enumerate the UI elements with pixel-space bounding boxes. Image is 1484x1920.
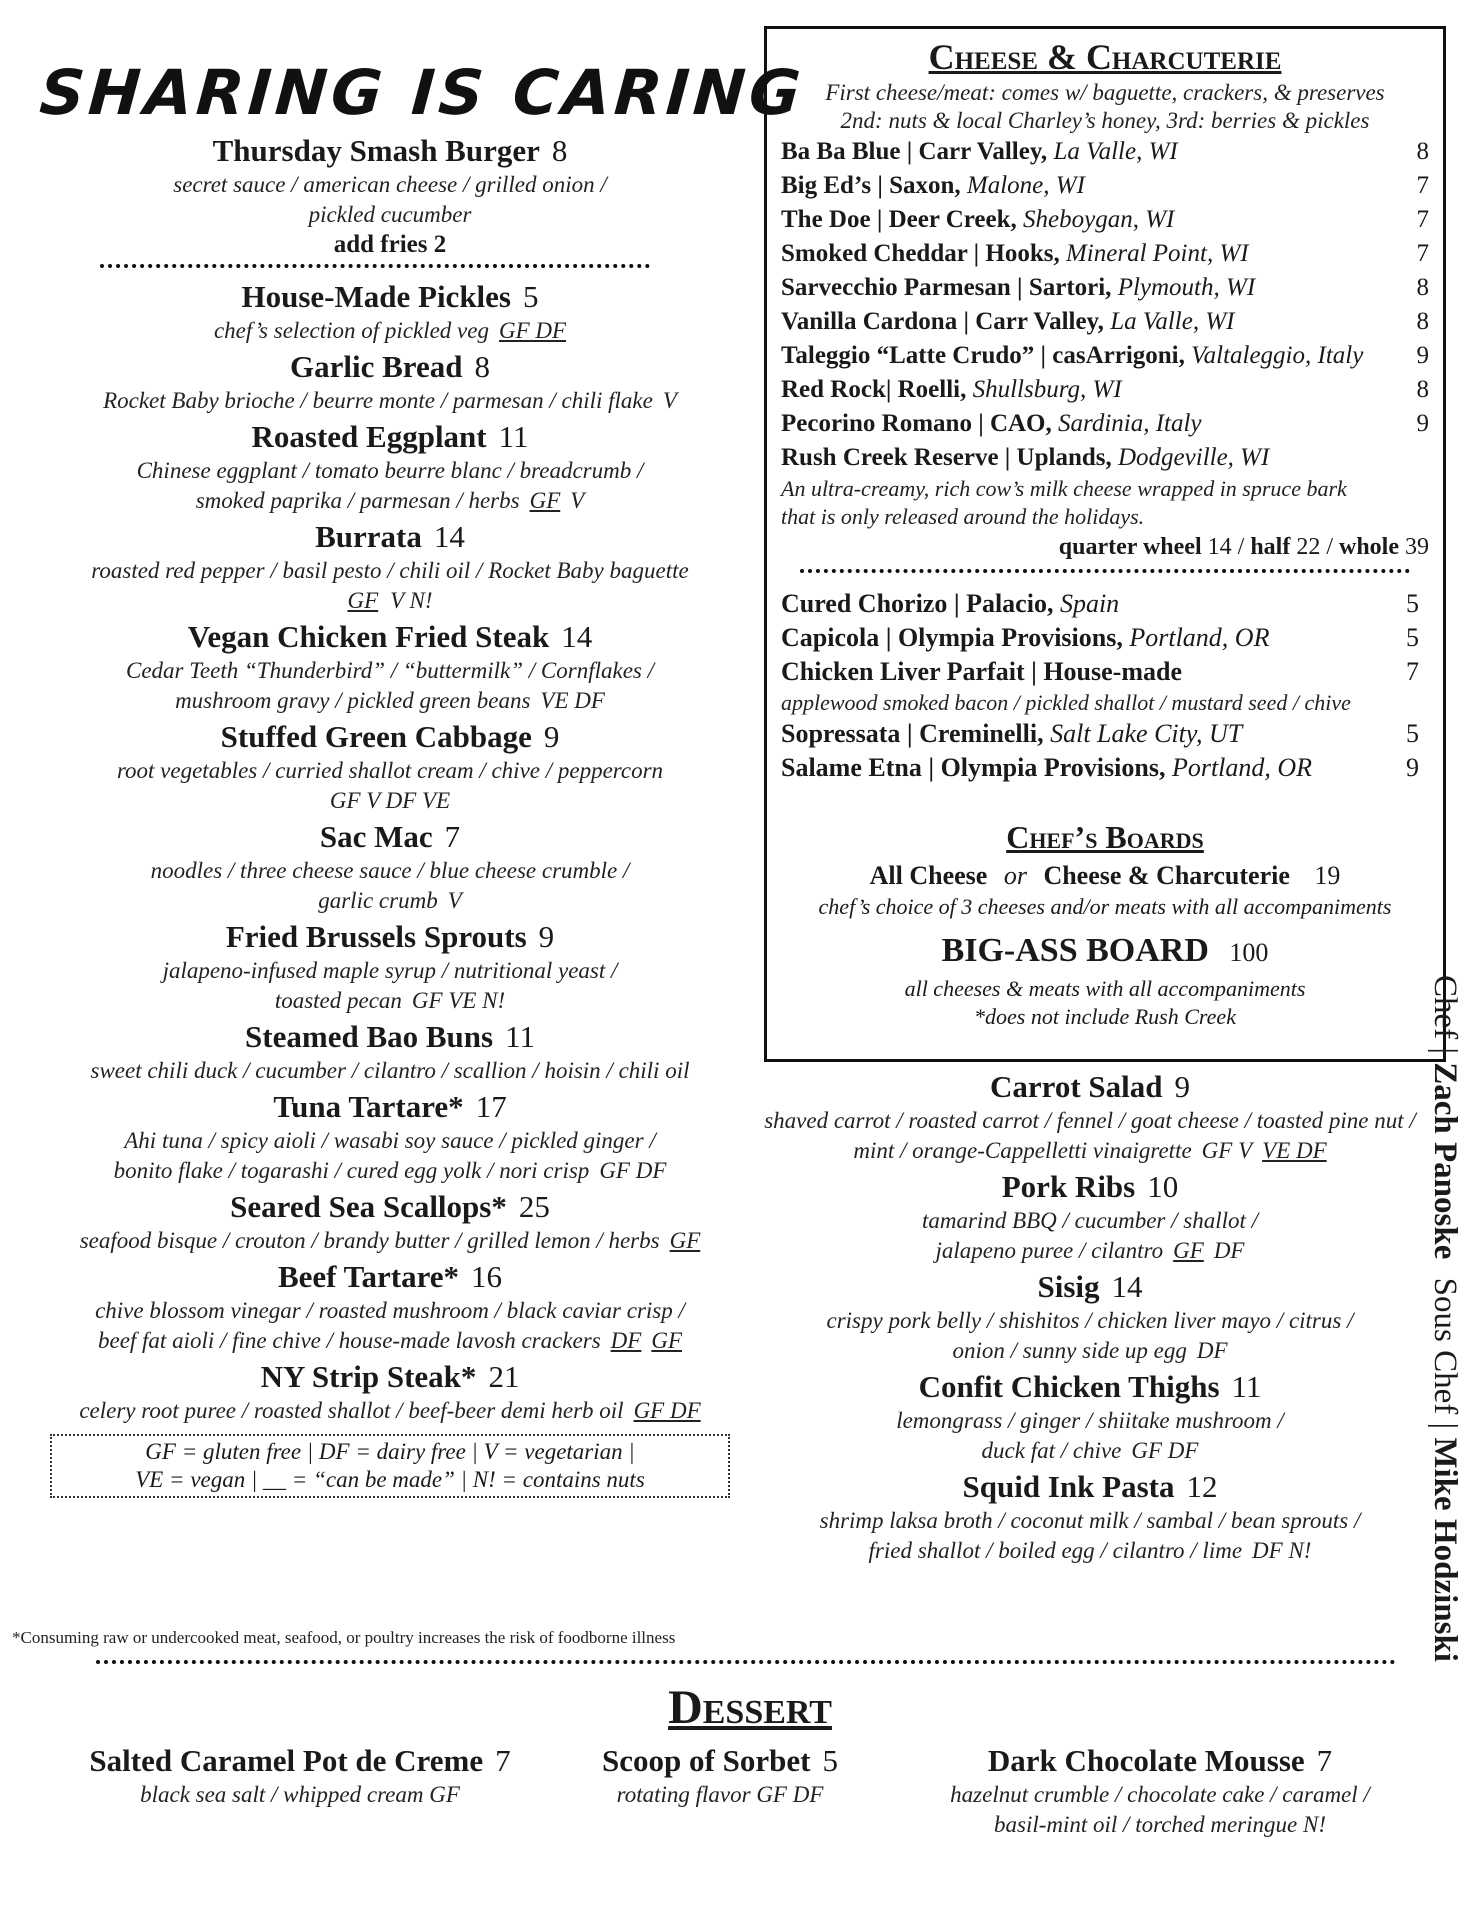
cheese-label — [781, 305, 1234, 339]
chefs-boards-title: Chef’s Boards — [1006, 819, 1204, 855]
big-board-desc-1: all cheeses & meats with all accompaniments — [904, 976, 1306, 1001]
dessert-divider — [96, 1660, 1396, 1664]
dietary-tag: GF — [669, 1228, 701, 1253]
menu-item-desc-text: roasted red pepper / basil pesto / chili oil / Rocket Baby baguette — [91, 558, 689, 583]
menu-item-desc — [30, 486, 750, 516]
menu-item-desc-text: fried shallot / boiled egg / cilantro / lime — [868, 1538, 1243, 1563]
menu-item-name: Steamed Bao Buns — [245, 1019, 494, 1054]
menu-item — [30, 818, 750, 916]
dietary-legend — [50, 1434, 730, 1498]
dessert-item — [50, 1742, 550, 1810]
menu-item-desc-text: shaved carrot / roasted carrot / fennel / goat cheese / toasted pine nut / — [764, 1108, 1416, 1133]
menu-item-desc-text: root vegetables / curried shallot cream / chive / peppercorn — [116, 758, 664, 783]
menu-item — [760, 1468, 1420, 1566]
menu-item-heading — [30, 518, 750, 556]
menu-item-name: Burrata — [315, 519, 422, 554]
menu-item-name: Chicken Liver Parfait | House-made — [781, 657, 1182, 686]
menu-item — [760, 1068, 1420, 1166]
charcuterie-label — [781, 621, 1269, 655]
big-board-name: BIG-ASS BOARD — [941, 932, 1209, 969]
menu-item-heading — [30, 1358, 750, 1396]
menu-item-origin: Portland, OR — [1171, 753, 1313, 782]
cheese-label — [781, 237, 1249, 271]
menu-item-desc-text: toasted pecan — [274, 988, 402, 1013]
dietary-tag: DF — [1213, 1238, 1245, 1263]
big-board-desc-2: *does not include Rush Creek — [974, 1004, 1236, 1029]
separator: | — [1427, 1047, 1463, 1055]
menu-item-heading — [760, 1268, 1420, 1306]
charcuterie-row — [781, 587, 1429, 621]
whole-wheel-label: whole — [1339, 534, 1399, 560]
menu-item-price: 5 — [1406, 589, 1419, 618]
menu-item-price: 7 — [1416, 172, 1429, 199]
raw-food-disclaimer: *Consuming raw or undercooked meat, seafood, or poultry increases the risk of foodborne illness — [12, 1628, 676, 1647]
menu-item-price: 17 — [475, 1089, 507, 1124]
menu-item-desc — [30, 686, 750, 716]
cheese-list — [781, 135, 1429, 441]
menu-item-origin: La Valle, WI — [1053, 138, 1178, 165]
menu-item-heading — [30, 418, 750, 456]
legend-line: VE = vegan | __ = “can be made” | N! = contains nuts — [135, 1467, 645, 1492]
dietary-tag: V N! — [390, 588, 433, 613]
menu-item-name: Thursday Smash Burger — [212, 133, 540, 168]
menu-item-name: The Doe | Deer Creek, — [781, 206, 1017, 233]
menu-item-heading — [760, 1468, 1420, 1506]
menu-item-desc-text: celery root puree / roasted shallot / beef-beer demi herb oil — [79, 1398, 624, 1423]
dietary-tag: VE DF — [1262, 1138, 1327, 1163]
menu-item — [30, 418, 750, 516]
menu-item-name: Sopressata | Creminelli, — [781, 719, 1044, 748]
boards-line — [781, 859, 1429, 893]
menu-item-desc-text: secret sauce / american cheese / grilled onion / — [173, 172, 607, 197]
menu-item-desc — [760, 1336, 1420, 1366]
menu-item-desc: rotating flavor GF DF — [616, 1782, 824, 1807]
menu-item-name: Pork Ribs — [1001, 1169, 1136, 1204]
menu-item-origin: Shullsburg, WI — [972, 376, 1122, 403]
menu-item-name: Red Rock| Roelli, — [781, 376, 967, 403]
quarter-wheel-price: 14 — [1207, 534, 1232, 560]
dietary-tag: GF V DF VE — [329, 788, 451, 813]
cheese-row — [781, 169, 1429, 203]
menu-item-price: 10 — [1147, 1169, 1179, 1204]
menu-item-price: 11 — [505, 1019, 535, 1054]
page-title: SHARING IS CARING — [37, 56, 807, 129]
half-wheel-label: half — [1250, 534, 1291, 560]
menu-item — [30, 1358, 750, 1426]
board-cheese-charcuterie: Cheese & Charcuterie — [1043, 861, 1290, 890]
big-board-price: 100 — [1229, 938, 1269, 967]
big-board-line — [781, 929, 1429, 975]
menu-item-desc-text: lemongrass / ginger / shiitake mushroom / — [896, 1408, 1284, 1433]
menu-item-price: 5 — [1406, 623, 1419, 652]
menu-item-desc — [30, 170, 750, 200]
menu-item-desc-text: Ahi tuna / spicy aioli / wasabi soy sauce / pickled ginger / — [124, 1128, 656, 1153]
menu-item — [30, 1188, 750, 1256]
menu-item-name: Tuna Tartare* — [273, 1089, 464, 1124]
cheese-label — [781, 407, 1202, 441]
menu-item-price: 9 — [1406, 753, 1419, 782]
menu-item-name: Garlic Bread — [290, 349, 463, 384]
menu-item-desc-text: crispy pork belly / shishitos / chicken liver mayo / citrus / — [826, 1308, 1354, 1333]
cheese-row — [781, 135, 1429, 169]
charcuterie-label — [781, 717, 1242, 751]
menu-item — [30, 278, 750, 346]
cheese-label — [781, 373, 1122, 407]
menu-item-desc — [760, 1106, 1420, 1136]
menu-item-name: Fried Brussels Sprouts — [225, 919, 527, 954]
chef-label: Chef — [1427, 975, 1463, 1040]
dietary-tags — [30, 786, 750, 816]
menu-item-price: 5 — [1406, 719, 1419, 748]
board-or: or — [1003, 861, 1027, 890]
menu-item-heading — [30, 1188, 750, 1226]
menu-item-origin: La Valle, WI — [1110, 308, 1235, 335]
menu-item-name: House-Made Pickles — [241, 279, 511, 314]
menu-item-price: 8 — [1416, 376, 1429, 403]
menu-item-price: 14 — [433, 519, 465, 554]
menu-item-heading — [30, 618, 750, 656]
cheese-label — [781, 135, 1178, 169]
menu-item-desc-text: pickled cucumber — [308, 202, 472, 227]
menu-item-origin: Plymouth, WI — [1117, 274, 1256, 301]
dietary-tag: GF DF — [498, 318, 567, 343]
menu-item-desc — [30, 856, 750, 886]
menu-item-name: Sisig — [1037, 1269, 1100, 1304]
whole-wheel-price: 39 — [1405, 534, 1429, 560]
rush-creek-desc-2: that is only released around the holidays. — [781, 504, 1145, 529]
menu-item-desc: basil-mint oil / torched meringue N! — [994, 1812, 1326, 1837]
menu-item-name: Ba Ba Blue | Carr Valley, — [781, 138, 1048, 165]
dietary-tag: V — [662, 388, 677, 413]
menu-item-desc — [760, 1506, 1420, 1536]
menu-item-name: Big Ed’s | Saxon, — [781, 172, 961, 199]
dietary-tag: GF DF — [1131, 1438, 1199, 1463]
menu-item-desc: black sea salt / whipped cream GF — [140, 1782, 460, 1807]
menu-item-desc — [30, 386, 750, 416]
board-desc: chef’s choice of 3 cheeses and/or meats with all accompaniments — [818, 894, 1392, 919]
menu-item-desc: hazelnut crumble / chocolate cake / caramel / — [950, 1782, 1370, 1807]
menu-item-price: 7 — [495, 1743, 511, 1778]
cheese-label — [781, 169, 1085, 203]
menu-item-desc: applewood smoked bacon / pickled shallot / mustard seed / chive — [781, 690, 1351, 715]
menu-item-desc-text: sweet chili duck / cucumber / cilantro / scallion / hoisin / chili oil — [90, 1058, 690, 1083]
menu-item-desc-text: seafood bisque / crouton / brandy butter / grilled lemon / herbs — [79, 1228, 660, 1253]
menu-item-desc — [30, 316, 750, 346]
menu-item-desc-text: onion / sunny side up egg — [952, 1338, 1187, 1363]
menu-item-desc-text: chive blossom vinegar / roasted mushroom / black caviar crisp / — [95, 1298, 685, 1323]
dessert-item — [560, 1742, 880, 1810]
menu-item-heading — [760, 1068, 1420, 1106]
menu-item-desc — [30, 1226, 750, 1256]
menu-item-heading — [30, 348, 750, 386]
cheese-intro-line-2: 2nd: nuts & local Charley’s honey, 3rd: berries & pickles — [840, 108, 1370, 133]
menu-item — [30, 1088, 750, 1186]
menu-item-price: 9 — [543, 719, 560, 754]
menu-item-price: 8 — [551, 133, 568, 168]
menu-item-name: Dark Chocolate Mousse — [987, 1743, 1305, 1778]
menu-item-heading — [760, 1368, 1420, 1406]
cheese-label — [781, 203, 1174, 237]
menu-item-heading — [30, 132, 750, 170]
charcuterie-row — [781, 655, 1429, 689]
dotted-divider — [800, 569, 1410, 573]
menu-item-name: Beef Tartare* — [277, 1259, 460, 1294]
menu-item-heading — [30, 1258, 750, 1296]
menu-item-price: 16 — [471, 1259, 503, 1294]
menu-item-desc-text: Rocket Baby brioche / beurre monte / parmesan / chili flake — [103, 388, 653, 413]
menu-item-origin: Malone, WI — [966, 172, 1085, 199]
dietary-tag: GF — [529, 488, 561, 513]
menu-item-origin: Salt Lake City, UT — [1050, 719, 1243, 748]
menu-item — [30, 618, 750, 716]
rush-creek-prices: quarter wheel 14 / half 22 / whole 39 — [1058, 534, 1429, 560]
menu-item-price: 7 — [444, 819, 461, 854]
menu-item-origin: Mineral Point, WI — [1065, 240, 1249, 267]
menu-item-heading — [30, 278, 750, 316]
menu-item-desc-text: beef fat aioli / fine chive / house-made lavosh crackers — [97, 1328, 601, 1353]
board-price: 19 — [1314, 861, 1341, 890]
menu-item-name: Carrot Salad — [989, 1069, 1163, 1104]
menu-item-price: 5 — [523, 279, 539, 314]
dietary-tag: DF — [610, 1328, 642, 1353]
menu-item-price: 8 — [1416, 138, 1429, 165]
menu-item-desc — [30, 656, 750, 686]
menu-item-price: 7 — [1406, 657, 1419, 686]
separator: | — [1427, 1422, 1463, 1430]
staff-credits — [1428, 975, 1462, 1715]
legend-line: GF = gluten free | DF = dairy free | V = vegetarian | — [145, 1439, 635, 1464]
menu-item-name: Seared Sea Scallops* — [230, 1189, 507, 1224]
menu-item-desc-text: mint / orange-Cappelletti vinaigrette — [853, 1138, 1192, 1163]
dotted-divider — [100, 262, 650, 268]
dessert-item — [930, 1742, 1390, 1840]
menu-item-price: 9 — [1416, 342, 1429, 369]
menu-item-desc — [760, 1206, 1420, 1236]
rush-creek-row — [781, 441, 1429, 475]
menu-item-heading — [50, 1742, 550, 1780]
menu-item-price: 12 — [1186, 1469, 1218, 1504]
menu-item-desc-text: smoked paprika / parmesan / herbs — [195, 488, 520, 513]
menu-item-desc-text: noodles / three cheese sauce / blue cheese crumble / — [150, 858, 630, 883]
menu-item-price: 8 — [474, 349, 490, 384]
menu-item-name: Vegan Chicken Fried Steak — [187, 619, 550, 654]
menu-item-price: 9 — [538, 919, 555, 954]
menu-item-price: 8 — [1416, 308, 1429, 335]
dietary-tag: V — [570, 488, 585, 513]
menu-item — [30, 348, 750, 416]
half-wheel-price: 22 — [1296, 534, 1321, 560]
menu-item-desc — [30, 1156, 750, 1186]
menu-item-heading — [30, 818, 750, 856]
menu-item — [760, 1168, 1420, 1266]
menu-item-desc-text: bonito flake / togarashi / cured egg yolk / nori crisp — [113, 1158, 590, 1183]
menu-item — [30, 1018, 750, 1086]
menu-item-name: Scoop of Sorbet — [602, 1743, 811, 1778]
menu-item-price: 14 — [561, 619, 593, 654]
sous-chef-name: Mike Hodzinski — [1427, 1437, 1463, 1662]
menu-item-desc — [30, 956, 750, 986]
charcuterie-row — [781, 621, 1429, 655]
menu-item-desc — [760, 1406, 1420, 1436]
menu-item — [30, 1258, 750, 1356]
cheese-row — [781, 237, 1429, 271]
menu-item-desc — [30, 886, 750, 916]
charcuterie-label — [781, 655, 1182, 689]
menu-item-price: 9 — [1416, 410, 1429, 437]
charcuterie-row — [781, 751, 1429, 785]
menu-item-addon: add fries 2 — [333, 231, 447, 258]
menu-item-origin: Valtaleggio, Italy — [1191, 342, 1364, 369]
menu-item-desc-text: jalapeno-infused maple syrup / nutritional yeast / — [162, 958, 618, 983]
cheese-charcuterie-box — [764, 26, 1446, 1062]
menu-item-price: 9 — [1174, 1069, 1190, 1104]
dietary-tag: DF — [1196, 1338, 1228, 1363]
cheese-section-title: Cheese & Charcuterie — [928, 37, 1282, 77]
menu-item-origin: Spain — [1059, 589, 1120, 618]
chef-name: Zach Panoske — [1427, 1062, 1463, 1260]
dietary-tag: GF — [347, 588, 379, 613]
dietary-tag: DF N! — [1252, 1538, 1312, 1563]
menu-item-price: 7 — [1316, 1743, 1333, 1778]
menu-item-origin: Portland, OR — [1129, 623, 1270, 652]
sous-chef-label: Sous Chef — [1427, 1277, 1463, 1415]
menu-item-desc-text: duck fat / chive — [981, 1438, 1122, 1463]
cheese-row — [781, 407, 1429, 441]
cheese-row — [781, 339, 1429, 373]
menu-item-name: Pecorino Romano | CAO, — [781, 410, 1052, 437]
menu-item-desc-text: Cedar Teeth “Thunderbird” / “buttermilk” / Cornflakes / — [126, 658, 654, 683]
menu-item-price: 25 — [518, 1189, 550, 1224]
menu-item-desc — [30, 1396, 750, 1426]
dietary-tag: GF DF — [633, 1398, 701, 1423]
menu-item-desc-text: chef’s selection of pickled veg — [213, 318, 489, 343]
board-all-cheese: All Cheese — [869, 861, 988, 890]
menu-item-name: Stuffed Green Cabbage — [220, 719, 532, 754]
left-menu-column — [30, 132, 750, 1498]
cheese-row — [781, 203, 1429, 237]
menu-item-desc-text: shrimp laksa broth / coconut milk / sambal / bean sprouts / — [819, 1508, 1361, 1533]
menu-item-desc — [30, 1056, 750, 1086]
right-menu-column — [760, 1068, 1420, 1568]
charcuterie-label — [781, 751, 1312, 785]
cheese-label — [781, 271, 1255, 305]
menu-item-heading — [30, 1018, 750, 1056]
menu-item — [30, 918, 750, 1016]
menu-item-name: Taleggio “Latte Crudo” | casArrigoni, — [781, 342, 1185, 369]
charcuterie-row — [781, 717, 1429, 751]
menu-item-desc — [30, 456, 750, 486]
menu-item-price: 7 — [1416, 240, 1429, 267]
menu-item — [30, 518, 750, 616]
menu-item-desc — [30, 1126, 750, 1156]
dietary-tag: GF VE N! — [411, 988, 506, 1013]
menu-item-name: Rush Creek Reserve | Uplands, — [781, 444, 1112, 471]
menu-item-price: 14 — [1111, 1269, 1143, 1304]
menu-item-desc — [30, 1326, 750, 1356]
menu-item-name: NY Strip Steak* — [260, 1359, 477, 1394]
menu-item-desc — [30, 1296, 750, 1326]
cheese-row — [781, 373, 1429, 407]
menu-item-desc — [760, 1136, 1420, 1166]
dietary-tag: GF DF — [599, 1158, 667, 1183]
dessert-title: Dessert — [668, 1681, 832, 1734]
menu-item-origin: Dodgeville, WI — [1118, 444, 1270, 471]
menu-item — [30, 718, 750, 816]
cheese-label — [781, 339, 1363, 373]
menu-item-heading — [560, 1742, 880, 1780]
menu-item-desc — [30, 986, 750, 1016]
menu-item-name: Sac Mac — [319, 819, 433, 854]
menu-item-desc — [30, 756, 750, 786]
menu-item-heading — [930, 1742, 1390, 1780]
menu-item-desc-text: jalapeno puree / cilantro — [935, 1238, 1164, 1263]
dietary-tag: GF — [1173, 1238, 1204, 1263]
menu-item-name: Capicola | Olympia Provisions, — [781, 623, 1123, 652]
menu-item-price: 7 — [1416, 206, 1429, 233]
menu-item-desc — [760, 1306, 1420, 1336]
menu-item — [760, 1368, 1420, 1466]
menu-item — [30, 132, 750, 260]
dietary-tag: GF V — [1201, 1138, 1253, 1163]
menu-item-desc — [760, 1536, 1420, 1566]
quarter-wheel-label: quarter wheel — [1058, 534, 1202, 560]
menu-item-origin: Sheboygan, WI — [1023, 206, 1175, 233]
menu-item-price: 21 — [488, 1359, 520, 1394]
dietary-tags — [30, 586, 750, 616]
charcuterie-label — [781, 587, 1119, 621]
menu-item-desc — [30, 556, 750, 586]
menu-item-heading — [30, 1088, 750, 1126]
menu-item-name: Smoked Cheddar | Hooks, — [781, 240, 1060, 267]
menu-item-name: Salame Etna | Olympia Provisions, — [781, 753, 1166, 782]
menu-item-name: Roasted Eggplant — [251, 419, 487, 454]
menu-item-desc-text: Chinese eggplant / tomato beurre blanc / breadcrumb / — [136, 458, 644, 483]
menu-item-price: 11 — [1231, 1369, 1262, 1404]
menu-item-desc — [760, 1436, 1420, 1466]
menu-item-desc-text: mushroom gravy / pickled green beans — [175, 688, 531, 713]
menu-item-price: 11 — [498, 419, 529, 454]
menu-item-heading — [30, 918, 750, 956]
menu-item-name: Salted Caramel Pot de Creme — [89, 1743, 484, 1778]
cheese-intro-line-1: First cheese/meat: comes w/ baguette, crackers, & preserves — [825, 80, 1385, 105]
menu-item-heading — [760, 1168, 1420, 1206]
menu-item-desc-text: tamarind BBQ / cucumber / shallot / — [921, 1208, 1259, 1233]
charcuterie-list — [781, 587, 1429, 785]
rush-creek-desc-1: An ultra-creamy, rich cow’s milk cheese wrapped in spruce bark — [781, 476, 1347, 501]
menu-item-heading — [30, 718, 750, 756]
cheese-row — [781, 271, 1429, 305]
menu-item-price: 5 — [822, 1743, 838, 1778]
dietary-tag: GF — [651, 1328, 682, 1353]
menu-item — [760, 1268, 1420, 1366]
cheese-row — [781, 305, 1429, 339]
dietary-tag: V — [447, 888, 462, 913]
dietary-tag: VE DF — [540, 688, 605, 713]
menu-item-price: 8 — [1416, 274, 1429, 301]
menu-item-name: Vanilla Cardona | Carr Valley, — [781, 308, 1104, 335]
menu-item-origin: Sardinia, Italy — [1058, 410, 1202, 437]
menu-item-desc-text: garlic crumb — [318, 888, 438, 913]
menu-item-name: Squid Ink Pasta — [962, 1469, 1175, 1504]
menu-item-name: Cured Chorizo | Palacio, — [781, 589, 1054, 618]
menu-item-desc — [30, 200, 750, 230]
menu-item-name: Confit Chicken Thighs — [918, 1369, 1220, 1404]
menu-item-desc — [760, 1236, 1420, 1266]
menu-item-name: Sarvecchio Parmesan | Sartori, — [781, 274, 1112, 301]
